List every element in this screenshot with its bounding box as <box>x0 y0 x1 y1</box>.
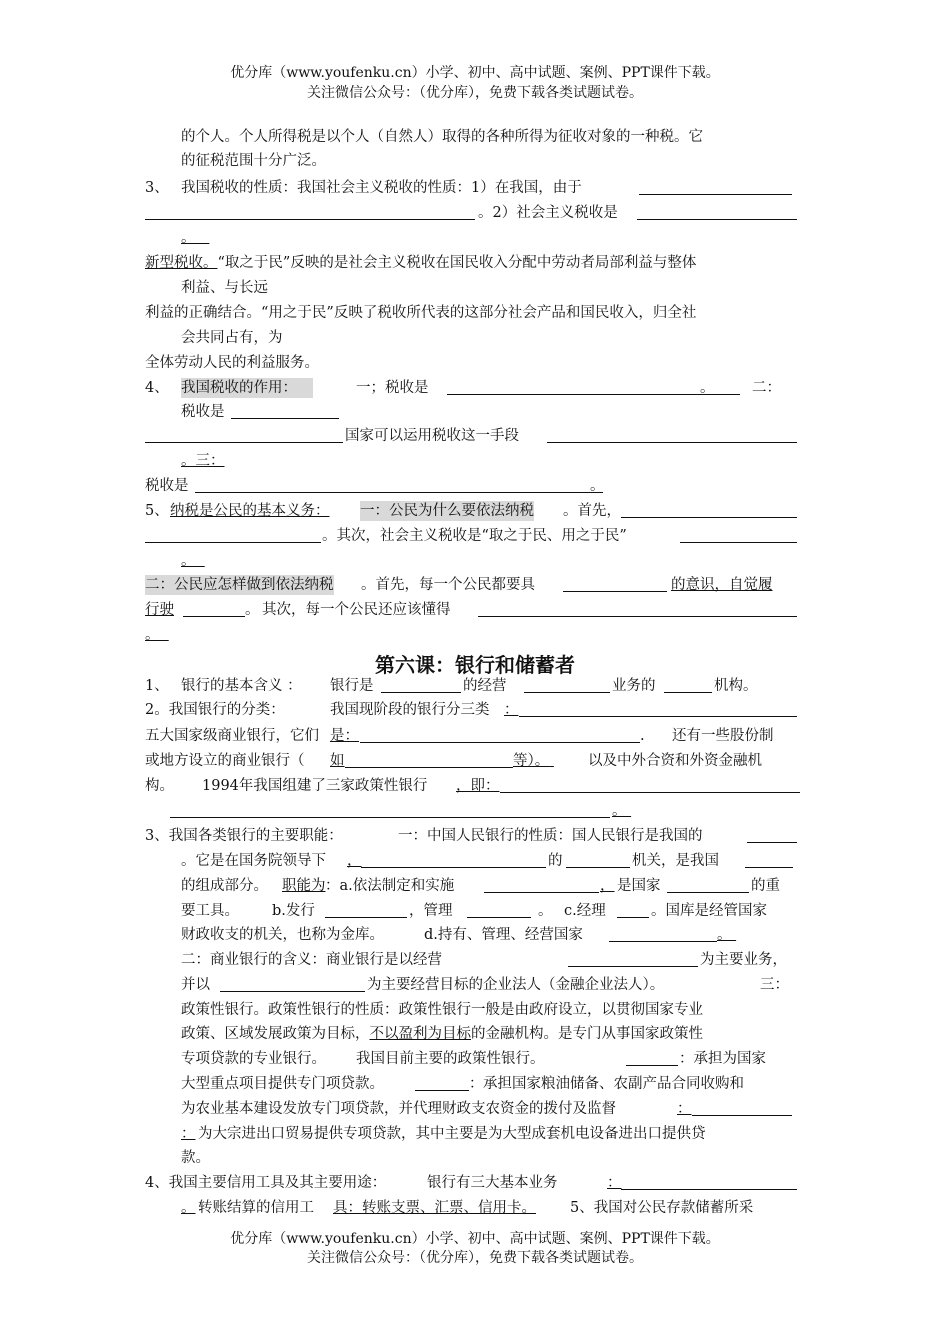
answer-blank[interactable] <box>547 428 797 443</box>
text-line: 大型重点项目提供专门项贷款。 <box>181 1076 384 1092</box>
answer-blank[interactable] <box>621 1175 797 1190</box>
text-line: 行驶 <box>145 602 174 618</box>
text-line: 。2）社会主义税收是 <box>478 205 618 221</box>
answer-blank[interactable] <box>145 205 475 220</box>
text-line: ，即： <box>456 778 500 794</box>
text-line: 税收是 <box>181 404 225 420</box>
answer-blank[interactable] <box>626 1051 678 1066</box>
answer-blank[interactable] <box>568 952 698 967</box>
text-line: ： <box>181 1126 196 1142</box>
answer-blank[interactable] <box>183 602 245 617</box>
answer-blank[interactable] <box>664 678 712 693</box>
header-line-1: 优分库（www.youfenku.cn）小学、初中、高中试题、案例、PPT课件下载。 <box>230 65 720 81</box>
answer-blank[interactable] <box>195 478 603 493</box>
text-line: 或地方设立的商业银行（ <box>145 753 305 769</box>
text-line: 机关，是我国 <box>632 853 719 869</box>
text-line: c.经理 <box>564 903 606 919</box>
text-line: 。国库是经管国家 <box>651 903 767 919</box>
answer-blank[interactable] <box>692 1101 792 1116</box>
text-line: 5、我国对公民存款储蓄所采 <box>570 1200 754 1216</box>
item-number: 4、 <box>145 380 169 396</box>
text-line: b.发行 <box>272 903 315 919</box>
text: 。 <box>181 230 196 246</box>
text-line: 是： <box>330 728 359 744</box>
text-line: 全体劳动人民的利益服务。 <box>145 355 319 371</box>
text-line: d.持有、管理、经营国家 <box>424 927 583 943</box>
text-line: 4、我国主要信用工具及其主要用途： <box>145 1175 387 1191</box>
text-line: 其次，每一个公民还应该懂得 <box>262 602 451 618</box>
item-number: 1、 <box>145 678 169 694</box>
text-line: 我国税收的性质：我国社会主义税收的性质：1）在我国，由于 <box>181 180 582 196</box>
text-line: . <box>640 728 645 744</box>
text-line: 如 <box>330 753 345 769</box>
answer-blank[interactable] <box>145 428 343 443</box>
answer-blank[interactable] <box>170 803 610 818</box>
text-line <box>717 925 736 945</box>
answer-blank[interactable] <box>747 828 797 843</box>
answer-blank[interactable] <box>617 903 649 918</box>
text-line: 政策性银行。政策性银行的性质：政策性银行一般是由政府设立，以贯彻国家专业 <box>181 1002 703 1018</box>
text-line: 转账结算的信用工 <box>198 1200 314 1216</box>
text-line <box>181 228 209 248</box>
answer-blank[interactable] <box>500 778 800 793</box>
text-line: 二：商业银行的含义：商业银行是以经营 <box>181 952 442 968</box>
text: 新型税收。 <box>145 255 218 271</box>
text-line: ： <box>504 702 519 718</box>
text-line: 财政收支的机关，也称为金库。 <box>181 927 384 943</box>
text-line: 3、我国各类银行的主要职能： <box>145 828 343 844</box>
text-line: 是国家 <box>617 878 661 894</box>
text: 不以盈利为目标 <box>369 1026 471 1042</box>
answer-blank[interactable] <box>345 753 513 768</box>
text: 。 <box>145 627 160 643</box>
text-line: 。其次，社会主义税收是“取之于民、用之于民” <box>322 528 627 544</box>
text-line: 税收是 <box>145 478 189 494</box>
text-line: 一：中国人民银行的性质：国人民银行是我国的 <box>398 828 703 844</box>
text-line: ，管理 <box>409 903 453 919</box>
text-line: 我国目前主要的政策性银行。 <box>356 1051 545 1067</box>
text-line: 以及中外合资和外资金融机 <box>588 753 762 769</box>
text-line: 要工具。 <box>181 903 239 919</box>
answer-blank[interactable] <box>680 528 797 543</box>
item-number: 5、 <box>145 503 169 519</box>
text-line: 构。 <box>145 778 174 794</box>
answer-blank[interactable] <box>415 1076 469 1091</box>
footer-line-2: 关注微信公众号：（优分库），免费下载各类试题试卷。 <box>307 1250 643 1266</box>
text-line: 职能为 <box>282 878 326 894</box>
text-line: ： <box>677 1101 692 1117</box>
text: 等）。 <box>513 753 550 769</box>
text-line: 具：转账支票、汇票、信用卡。 <box>333 1200 536 1216</box>
text-line: ：a.依法制定和实施 <box>325 878 455 894</box>
text-line: 为主要业务， <box>700 952 787 968</box>
answer-blank[interactable] <box>667 878 749 893</box>
answer-blank[interactable] <box>621 503 797 518</box>
text-line <box>513 751 554 771</box>
text-line: 。 <box>538 903 553 919</box>
answer-blank[interactable] <box>524 678 610 693</box>
text-line: 银行是 <box>330 678 374 694</box>
footer-line-1: 优分库（www.youfenku.cn）小学、初中、高中试题、案例、PPT课件下载。 <box>230 1231 720 1247</box>
text-line: 五大国家级商业银行，它们 <box>145 728 319 744</box>
text-line: 利益、与长远 <box>181 280 268 296</box>
text-line: 。三： <box>181 453 225 469</box>
text-line: ， <box>347 853 362 869</box>
text-line: ， <box>600 878 615 894</box>
text-line: 。首先， <box>563 503 621 519</box>
text-line: 的征税范围十分广泛。 <box>181 153 326 169</box>
text-line: 1994年我国组建了三家政策性银行 <box>202 778 428 794</box>
text-line: 的 <box>548 853 563 869</box>
section-heading: 我国税收的作用： <box>181 378 313 398</box>
section-heading: 一：公民为什么要依法纳税 <box>360 503 534 519</box>
text-line <box>145 625 169 645</box>
text-line: 。 <box>181 1200 196 1216</box>
answer-blank[interactable] <box>637 205 797 220</box>
text: 的金融机构。是专门从事国家政策性 <box>471 1026 703 1042</box>
answer-blank[interactable] <box>325 903 407 918</box>
text-line: 并以 <box>181 977 210 993</box>
text-line: 。首先，每一个公民都要具 <box>361 577 535 593</box>
section-heading: 纳税是公民的基本义务： <box>170 503 330 519</box>
text-line: 2。我国银行的分类： <box>145 702 285 718</box>
text-line: 的组成部分。 <box>181 878 268 894</box>
text-line <box>181 1024 703 1044</box>
item-number: 3、 <box>145 180 169 196</box>
text-line <box>181 551 205 571</box>
text-line: 业务的 <box>612 678 656 694</box>
answer-blank[interactable] <box>566 853 630 868</box>
section-heading: 二：公民应怎样做到依法纳税 <box>145 577 334 593</box>
text-line: 机构。 <box>714 678 758 694</box>
answer-blank[interactable] <box>519 702 797 717</box>
text-line: 利益的正确结合。“用之于民”反映了税收所代表的这部分社会产品和国民收入，归全社 <box>145 305 697 321</box>
text-line: 会共同占有，为 <box>181 330 283 346</box>
text-line: 。 <box>245 602 260 618</box>
text-line: 。 <box>700 380 715 396</box>
answer-blank[interactable] <box>563 577 667 592</box>
answer-blank[interactable] <box>447 380 740 395</box>
answer-blank[interactable] <box>639 180 792 195</box>
text-line: 为大宗进出口贸易提供专项贷款，其中主要是为大型成套机电设备进出口提供贷 <box>198 1126 706 1142</box>
text: “取之于民”反映的是社会主义税收在国民收入分配中劳动者局部利益与整体 <box>217 255 697 271</box>
text-line: 。它是在国务院领导下 <box>181 853 326 869</box>
lesson-title: 第六课：银行和储蓄者 <box>375 653 575 677</box>
text-line: ： <box>469 1076 484 1092</box>
text: 政策、区域发展政策为目标， <box>181 1026 370 1042</box>
header-line-2: 关注微信公众号：（优分库），免费下载各类试题试卷。 <box>307 85 643 101</box>
answer-blank[interactable] <box>467 903 531 918</box>
answer-blank[interactable] <box>231 404 339 419</box>
answer-blank[interactable] <box>478 602 797 617</box>
text-line <box>612 801 631 821</box>
answer-blank[interactable] <box>381 678 461 693</box>
text-line: 款。 <box>181 1150 210 1166</box>
text-line: 专项贷款的专业银行。 <box>181 1051 326 1067</box>
text-line: 为农业基本建设发放专门项贷款，并代理财政支农资金的拨付及监督 <box>181 1101 616 1117</box>
text-line: 三： <box>760 977 789 993</box>
text-line: 我国现阶段的银行分三类 <box>330 702 490 718</box>
text-line: 的意识，自觉履 <box>671 577 773 593</box>
answer-blank[interactable] <box>360 728 640 743</box>
text-line: ： <box>607 1175 622 1191</box>
text-line: 还有一些股份制 <box>672 728 774 744</box>
answer-blank[interactable] <box>484 878 599 893</box>
text: 。 <box>717 927 732 943</box>
text-line: 一；税收是 <box>356 380 429 396</box>
text-line <box>145 253 696 273</box>
text-line: ：承担为国家 <box>679 1051 766 1067</box>
text-line: 的经营 <box>463 678 507 694</box>
answer-blank[interactable] <box>745 853 793 868</box>
text-line: 银行有三大基本业务 <box>427 1175 558 1191</box>
text-line: 承担国家粮油储备、农副产品合同收购和 <box>483 1076 744 1092</box>
text-line: 。 <box>590 478 605 494</box>
text-line: 为主要经营目标的企业法人（金融企业法人）。 <box>367 977 665 993</box>
text-line: 银行的基本含义 ： <box>181 678 302 694</box>
text-line: 的重 <box>751 878 780 894</box>
answer-blank[interactable] <box>220 977 365 992</box>
text: 。 <box>612 803 627 819</box>
answer-blank[interactable] <box>609 927 717 942</box>
text-line: 二： <box>752 380 781 396</box>
text-line: 的个人。个人所得税是以个人（自然人）取得的各种所得为征收对象的一种税。它 <box>181 129 703 145</box>
text-line: 国家可以运用税收这一手段 <box>345 428 519 444</box>
answer-blank[interactable] <box>361 853 546 868</box>
text: 。 <box>181 553 196 569</box>
answer-blank[interactable] <box>145 528 321 543</box>
